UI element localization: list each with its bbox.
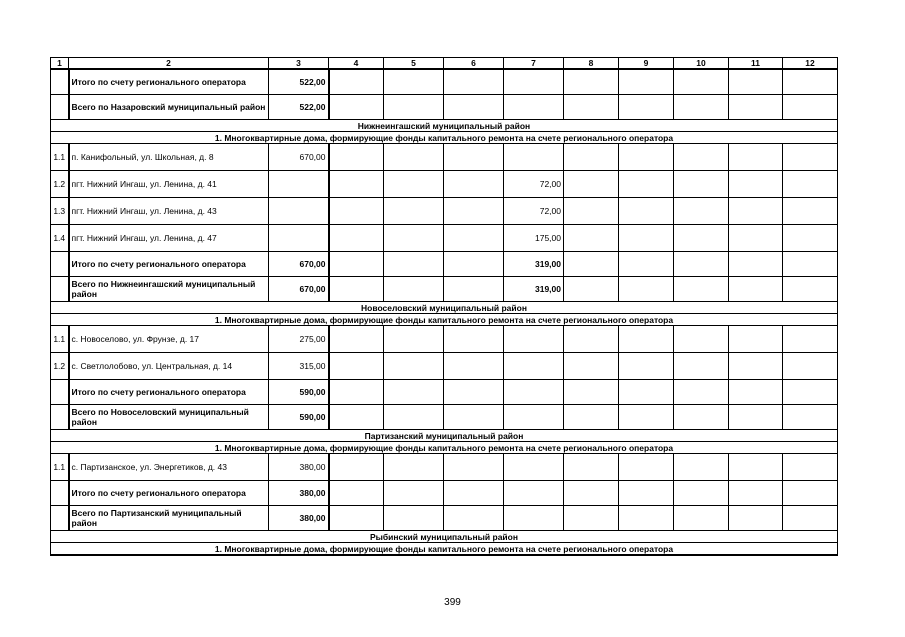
capital-repair-table — [50, 57, 838, 556]
total-row — [51, 380, 838, 405]
value-col-4 — [329, 481, 384, 506]
district-heading-row — [51, 120, 838, 132]
total-label: Итого по счету регионального оператора — [69, 481, 269, 506]
value-col-8 — [564, 225, 619, 252]
value-col-5 — [384, 380, 444, 405]
total-row — [51, 506, 838, 531]
value-col-7 — [504, 144, 564, 171]
value-col-7: 319,00 — [504, 277, 564, 302]
value-col-12 — [783, 95, 838, 120]
value-col-10 — [674, 405, 729, 430]
value-col-3: 275,00 — [269, 326, 329, 353]
page-number: 399 — [444, 597, 461, 608]
value-col-7: 72,00 — [504, 198, 564, 225]
value-col-4 — [329, 69, 384, 95]
district-heading: Нижнеингашский муниципальный район — [51, 120, 838, 132]
value-col-9 — [619, 69, 674, 95]
value-col-9 — [619, 405, 674, 430]
value-col-8 — [564, 454, 619, 481]
value-col-12 — [783, 171, 838, 198]
total-row — [51, 277, 838, 302]
value-col-6 — [444, 454, 504, 481]
value-col-11 — [729, 454, 783, 481]
value-col-6 — [444, 252, 504, 277]
value-col-7 — [504, 69, 564, 95]
address-cell: с. Новоселово, ул. Фрунзе, д. 17 — [69, 326, 269, 353]
value-col-8 — [564, 144, 619, 171]
table-row — [51, 144, 838, 171]
value-col-5 — [384, 405, 444, 430]
value-col-12 — [783, 481, 838, 506]
value-col-8 — [564, 198, 619, 225]
value-col-8 — [564, 69, 619, 95]
address-cell: пгт. Нижний Ингаш, ул. Ленина, д. 41 — [69, 171, 269, 198]
row-number — [51, 405, 69, 430]
value-col-4 — [329, 326, 384, 353]
total-row — [51, 252, 838, 277]
row-number — [51, 69, 69, 95]
section-heading: 1. Многоквартирные дома, формирующие фонды капитального ремонта на счете регионального оператора — [51, 543, 838, 556]
value-col-3: 590,00 — [269, 380, 329, 405]
row-number: 1.2 — [51, 171, 69, 198]
row-number — [51, 95, 69, 120]
value-col-12 — [783, 225, 838, 252]
value-col-10 — [674, 481, 729, 506]
value-col-10 — [674, 95, 729, 120]
total-label: Всего по Нижнеингашский муниципальный район — [69, 277, 269, 302]
total-label: Всего по Назаровский муниципальный район — [69, 95, 269, 120]
section-heading: 1. Многоквартирные дома, формирующие фонды капитального ремонта на счете регионального оператора — [51, 442, 838, 454]
row-number — [51, 252, 69, 277]
value-col-5 — [384, 326, 444, 353]
value-col-3: 380,00 — [269, 481, 329, 506]
value-col-9 — [619, 454, 674, 481]
value-col-3: 670,00 — [269, 277, 329, 302]
value-col-10 — [674, 326, 729, 353]
value-col-11 — [729, 380, 783, 405]
value-col-8 — [564, 277, 619, 302]
value-col-10 — [674, 225, 729, 252]
value-col-3: 380,00 — [269, 454, 329, 481]
value-col-6 — [444, 481, 504, 506]
row-number: 1.1 — [51, 326, 69, 353]
value-col-11 — [729, 326, 783, 353]
district-heading: Новоселовский муниципальный район — [51, 302, 838, 314]
value-col-8 — [564, 95, 619, 120]
address-cell: с. Светлолобово, ул. Центральная, д. 14 — [69, 353, 269, 380]
section-heading-row — [51, 314, 838, 326]
value-col-3: 522,00 — [269, 69, 329, 95]
value-col-6 — [444, 95, 504, 120]
value-col-4 — [329, 171, 384, 198]
value-col-9 — [619, 353, 674, 380]
total-label: Итого по счету регионального оператора — [69, 252, 269, 277]
value-col-4 — [329, 144, 384, 171]
value-col-6 — [444, 506, 504, 531]
value-col-7: 175,00 — [504, 225, 564, 252]
value-col-7 — [504, 454, 564, 481]
value-col-10 — [674, 277, 729, 302]
value-col-4 — [329, 198, 384, 225]
column-header: 12 — [783, 58, 838, 70]
row-number — [51, 277, 69, 302]
column-header: 4 — [329, 58, 384, 70]
row-number: 1.1 — [51, 144, 69, 171]
value-col-4 — [329, 277, 384, 302]
table-row — [51, 198, 838, 225]
value-col-11 — [729, 405, 783, 430]
value-col-3: 522,00 — [269, 95, 329, 120]
value-col-8 — [564, 506, 619, 531]
value-col-6 — [444, 144, 504, 171]
value-col-7 — [504, 326, 564, 353]
value-col-5 — [384, 198, 444, 225]
value-col-4 — [329, 506, 384, 531]
value-col-3 — [269, 225, 329, 252]
value-col-9 — [619, 277, 674, 302]
value-col-9 — [619, 481, 674, 506]
row-number: 1.2 — [51, 353, 69, 380]
value-col-4 — [329, 454, 384, 481]
value-col-7: 319,00 — [504, 252, 564, 277]
value-col-7 — [504, 506, 564, 531]
table-row — [51, 454, 838, 481]
value-col-6 — [444, 69, 504, 95]
value-col-3: 380,00 — [269, 506, 329, 531]
value-col-6 — [444, 198, 504, 225]
value-col-5 — [384, 277, 444, 302]
value-col-4 — [329, 405, 384, 430]
value-col-9 — [619, 198, 674, 225]
table-row — [51, 225, 838, 252]
column-header: 1 — [51, 58, 69, 70]
section-heading: 1. Многоквартирные дома, формирующие фонды капитального ремонта на счете регионального оператора — [51, 132, 838, 144]
value-col-10 — [674, 171, 729, 198]
value-col-9 — [619, 144, 674, 171]
value-col-10 — [674, 252, 729, 277]
value-col-3: 315,00 — [269, 353, 329, 380]
section-heading-row — [51, 543, 838, 556]
row-number: 1.4 — [51, 225, 69, 252]
value-col-11 — [729, 69, 783, 95]
district-heading-row — [51, 531, 838, 543]
value-col-6 — [444, 225, 504, 252]
value-col-6 — [444, 380, 504, 405]
row-number: 1.3 — [51, 198, 69, 225]
value-col-4 — [329, 252, 384, 277]
value-col-6 — [444, 171, 504, 198]
value-col-11 — [729, 353, 783, 380]
value-col-9 — [619, 252, 674, 277]
value-col-12 — [783, 69, 838, 95]
row-number — [51, 380, 69, 405]
value-col-9 — [619, 225, 674, 252]
value-col-12 — [783, 252, 838, 277]
value-col-7: 72,00 — [504, 171, 564, 198]
value-col-11 — [729, 144, 783, 171]
value-col-12 — [783, 454, 838, 481]
column-header: 5 — [384, 58, 444, 70]
total-row — [51, 69, 838, 95]
address-cell: п. Канифольный, ул. Школьная, д. 8 — [69, 144, 269, 171]
value-col-3: 590,00 — [269, 405, 329, 430]
value-col-5 — [384, 353, 444, 380]
value-col-10 — [674, 380, 729, 405]
column-header: 7 — [504, 58, 564, 70]
value-col-11 — [729, 171, 783, 198]
value-col-11 — [729, 225, 783, 252]
value-col-11 — [729, 198, 783, 225]
value-col-12 — [783, 326, 838, 353]
value-col-5 — [384, 171, 444, 198]
address-cell: с. Партизанское, ул. Энергетиков, д. 43 — [69, 454, 269, 481]
value-col-10 — [674, 353, 729, 380]
total-label: Всего по Новоселовский муниципальный район — [69, 405, 269, 430]
value-col-3 — [269, 198, 329, 225]
column-header: 6 — [444, 58, 504, 70]
value-col-8 — [564, 252, 619, 277]
value-col-11 — [729, 506, 783, 531]
value-col-7 — [504, 380, 564, 405]
address-cell: пгт. Нижний Ингаш, ул. Ленина, д. 43 — [69, 198, 269, 225]
section-heading-row — [51, 132, 838, 144]
value-col-9 — [619, 506, 674, 531]
district-heading-row — [51, 430, 838, 442]
value-col-5 — [384, 69, 444, 95]
value-col-10 — [674, 144, 729, 171]
total-row — [51, 481, 838, 506]
value-col-11 — [729, 95, 783, 120]
total-label: Итого по счету регионального оператора — [69, 380, 269, 405]
value-col-5 — [384, 95, 444, 120]
row-number — [51, 506, 69, 531]
value-col-4 — [329, 225, 384, 252]
address-cell: пгт. Нижний Ингаш, ул. Ленина, д. 47 — [69, 225, 269, 252]
value-col-8 — [564, 353, 619, 380]
value-col-12 — [783, 353, 838, 380]
value-col-7 — [504, 353, 564, 380]
column-header: 8 — [564, 58, 619, 70]
value-col-8 — [564, 171, 619, 198]
value-col-10 — [674, 506, 729, 531]
total-label: Всего по Партизанский муниципальный район — [69, 506, 269, 531]
value-col-11 — [729, 252, 783, 277]
value-col-10 — [674, 198, 729, 225]
value-col-8 — [564, 326, 619, 353]
value-col-6 — [444, 353, 504, 380]
value-col-12 — [783, 380, 838, 405]
value-col-7 — [504, 481, 564, 506]
value-col-11 — [729, 481, 783, 506]
section-heading: 1. Многоквартирные дома, формирующие фонды капитального ремонта на счете регионального оператора — [51, 314, 838, 326]
value-col-5 — [384, 225, 444, 252]
district-heading-row — [51, 302, 838, 314]
district-heading: Партизанский муниципальный район — [51, 430, 838, 442]
value-col-10 — [674, 454, 729, 481]
column-header: 3 — [269, 58, 329, 70]
value-col-8 — [564, 481, 619, 506]
value-col-12 — [783, 405, 838, 430]
value-col-5 — [384, 252, 444, 277]
value-col-9 — [619, 326, 674, 353]
value-col-5 — [384, 506, 444, 531]
value-col-3 — [269, 171, 329, 198]
value-col-9 — [619, 380, 674, 405]
value-col-8 — [564, 405, 619, 430]
value-col-9 — [619, 95, 674, 120]
column-header-row — [51, 58, 838, 70]
column-header: 10 — [674, 58, 729, 70]
value-col-5 — [384, 481, 444, 506]
value-col-9 — [619, 171, 674, 198]
value-col-12 — [783, 506, 838, 531]
value-col-4 — [329, 380, 384, 405]
table-row — [51, 326, 838, 353]
district-heading: Рыбинский муниципальный район — [51, 531, 838, 543]
value-col-3: 670,00 — [269, 144, 329, 171]
total-row — [51, 95, 838, 120]
value-col-5 — [384, 454, 444, 481]
total-label: Итого по счету регионального оператора — [69, 69, 269, 95]
value-col-3: 670,00 — [269, 252, 329, 277]
value-col-8 — [564, 380, 619, 405]
column-header: 11 — [729, 58, 783, 70]
value-col-4 — [329, 95, 384, 120]
section-heading-row — [51, 442, 838, 454]
value-col-7 — [504, 95, 564, 120]
value-col-12 — [783, 277, 838, 302]
value-col-4 — [329, 353, 384, 380]
row-number: 1.1 — [51, 454, 69, 481]
value-col-12 — [783, 198, 838, 225]
row-number — [51, 481, 69, 506]
table-row — [51, 353, 838, 380]
value-col-12 — [783, 144, 838, 171]
value-col-6 — [444, 326, 504, 353]
value-col-11 — [729, 277, 783, 302]
column-header: 9 — [619, 58, 674, 70]
value-col-7 — [504, 405, 564, 430]
column-header: 2 — [69, 58, 269, 70]
table-row — [51, 171, 838, 198]
value-col-6 — [444, 405, 504, 430]
value-col-10 — [674, 69, 729, 95]
total-row — [51, 405, 838, 430]
value-col-6 — [444, 277, 504, 302]
value-col-5 — [384, 144, 444, 171]
